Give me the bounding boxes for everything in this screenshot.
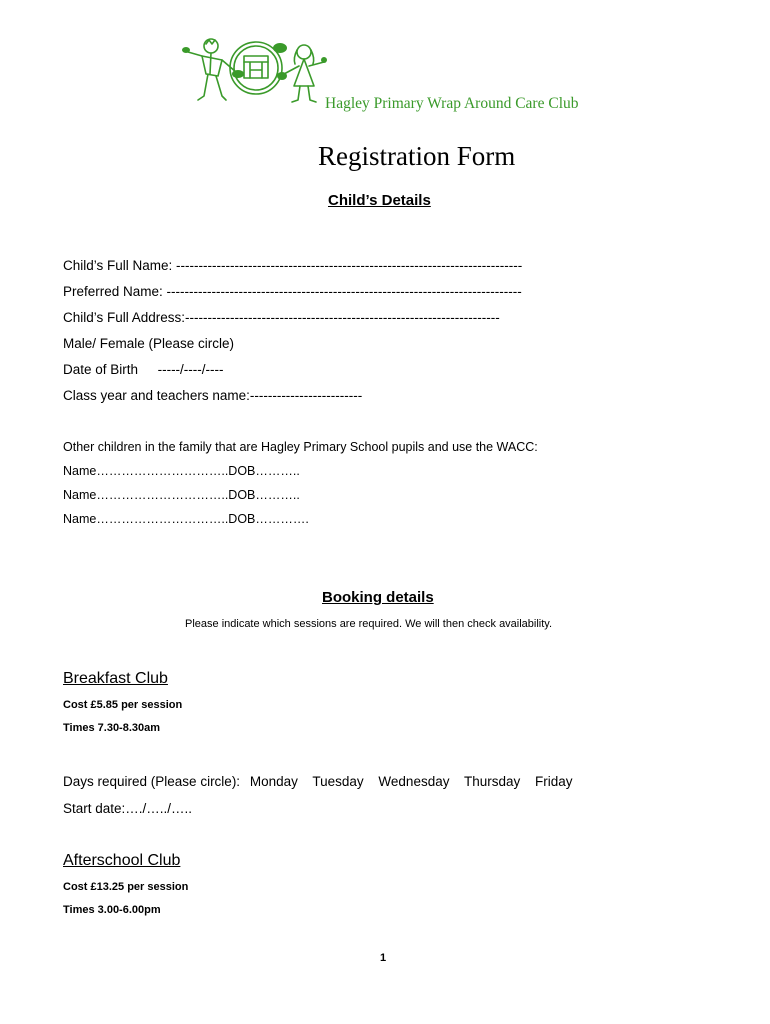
sibling-row-2[interactable]: Name…………………………..DOB……….. [63,488,300,502]
sibling-row-1[interactable]: Name…………………………..DOB……….. [63,464,300,478]
club-name: Hagley Primary Wrap Around Care Club [325,95,579,112]
breakfast-start-date[interactable]: Start date:…./…../….. [63,801,193,816]
full-name-field[interactable]: Child’s Full Name: ----------------------------------------------------------------------------- [63,258,523,273]
preferred-name-field[interactable]: Preferred Name: ------------------------------------------------------------------------------- [63,284,522,299]
dob-value[interactable]: -----/----/---- [157,362,224,377]
day-thursday[interactable]: Thursday [463,774,521,789]
dob-label: Date of Birth [63,362,139,377]
dob-field[interactable] [63,362,224,377]
class-year-field[interactable]: Class year and teachers name:------------------------- [63,388,363,403]
full-address-field[interactable]: Child’s Full Address:---------------------------------------------------------------------- [63,310,500,325]
breakfast-cost: Cost £5.85 per session [63,699,183,711]
sibling-row-3[interactable]: Name…………………………..DOB…………. [63,512,309,526]
gender-field[interactable]: Male/ Female (Please circle) [63,336,235,351]
afterschool-cost: Cost £13.25 per session [63,881,189,893]
day-monday[interactable]: Monday [249,774,298,789]
page-title: Registration Form [318,141,516,171]
childs-details-heading: Child’s Details [328,192,431,209]
children-holding-school-logo-icon [178,34,328,114]
afterschool-club-title: Afterschool Club [63,852,181,869]
afterschool-times: Times 3.00-6.00pm [63,904,161,916]
day-wednesday[interactable]: Wednesday [378,774,450,789]
booking-instruction: Please indicate which sessions are required. We will then check availability. [185,618,553,630]
booking-details-heading: Booking details [322,589,434,606]
day-tuesday[interactable]: Tuesday [312,774,364,789]
days-label: Days required (Please circle): [63,774,241,789]
breakfast-club-title: Breakfast Club [63,670,168,687]
page-number: 1 [380,952,387,964]
siblings-intro: Other children in the family that are Hagley Primary School pupils and use the WACC: [63,440,538,454]
breakfast-times: Times 7.30-8.30am [63,722,161,734]
breakfast-days-row [63,774,584,789]
day-friday[interactable]: Friday [535,774,573,789]
